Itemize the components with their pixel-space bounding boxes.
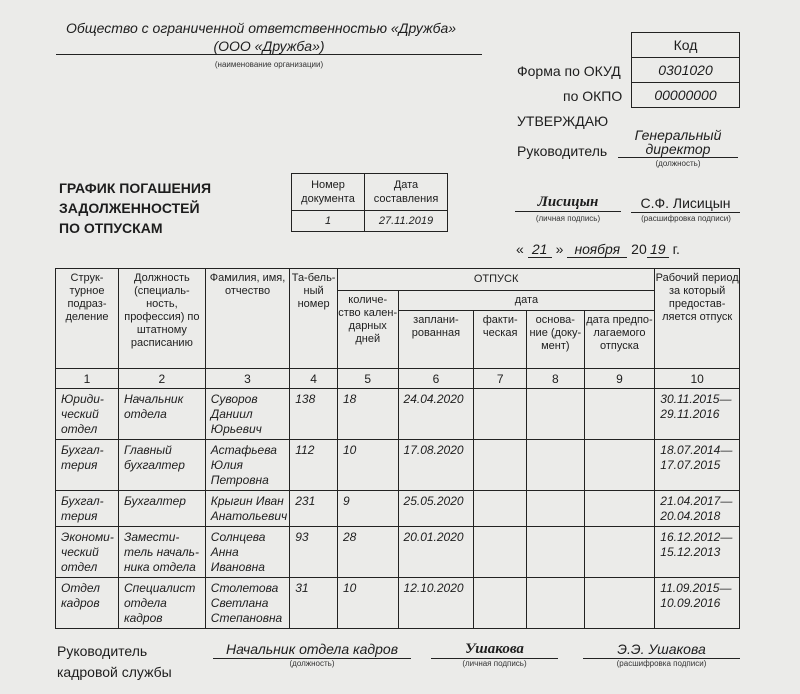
- organization-name: Общество с ограниченной ответственностью «Дружба»: [66, 20, 457, 36]
- cell-line: Солнцева: [210, 530, 266, 544]
- cell-expected: [584, 527, 655, 578]
- cell-tab: 138: [290, 389, 338, 440]
- cell-expected: [584, 578, 655, 629]
- cell-days: 18: [337, 389, 398, 440]
- cell-dept: [56, 491, 119, 527]
- col-number: 9: [584, 369, 655, 389]
- header-tab-number: Та-бель-ный номер: [290, 269, 338, 369]
- cell-expected: [584, 389, 655, 440]
- approve-label: УТВЕРЖДАЮ: [517, 113, 609, 129]
- cell-basis: [527, 440, 585, 491]
- cell-line: тель началь-: [123, 545, 199, 559]
- code-header-cell: [631, 32, 740, 58]
- cell-line: ческий: [61, 407, 99, 421]
- cell-actual: [474, 578, 527, 629]
- cell-line: отдел: [61, 422, 98, 436]
- title-line-1: ГРАФИК ПОГАШЕНИЯ: [59, 180, 212, 196]
- cell-days: 9: [337, 491, 398, 527]
- head-position-line2-text: директор: [645, 141, 711, 157]
- cell-period: [655, 440, 740, 491]
- cell-planned: 20.01.2020: [398, 527, 474, 578]
- col-number: 5: [337, 369, 398, 389]
- cell-line: Петровна: [210, 473, 269, 487]
- cell-line: 15.12.2013: [660, 545, 721, 559]
- cell-period: [655, 527, 740, 578]
- cell-period: [655, 578, 740, 629]
- head-name: [631, 195, 740, 213]
- cell-position: [118, 527, 205, 578]
- footer-label-line-2: кадровой службы: [57, 664, 172, 680]
- col-number: 2: [118, 369, 205, 389]
- header-vacation: ОТПУСК: [337, 269, 654, 291]
- cell-dept: [56, 389, 119, 440]
- cell-position: [118, 491, 205, 527]
- cell-basis: [527, 491, 585, 527]
- cell-period: [655, 491, 740, 527]
- cell-name: [205, 389, 289, 440]
- cell-tab: 231: [290, 491, 338, 527]
- cell-line: Ивановна: [210, 560, 265, 574]
- organization-caption: (наименование организации): [214, 60, 324, 69]
- title-line-2: ЗАДОЛЖЕННОСТЕЙ: [59, 200, 200, 216]
- cell-line: Бухгал-: [61, 494, 104, 508]
- footer-position-caption: (должность): [289, 659, 335, 668]
- head-name-caption: (расшифровка подписи): [641, 214, 731, 223]
- footer-label-line-1: Руководитель: [57, 643, 148, 659]
- cell-planned: 17.08.2020: [398, 440, 474, 491]
- cell-dept: [56, 578, 119, 629]
- cell-line: Степановна: [210, 611, 283, 625]
- cell-line: Анна: [210, 545, 239, 559]
- cell-actual: [474, 527, 527, 578]
- cell-basis: [527, 527, 585, 578]
- head-name-text: С.Ф. Лисицын: [640, 195, 731, 211]
- cell-line: Бухгалтер: [123, 494, 186, 508]
- cell-actual: [474, 389, 527, 440]
- cell-line: Замести-: [123, 530, 180, 544]
- cell-line: 20.04.2018: [660, 509, 721, 523]
- cell-line: Анатольевич: [210, 509, 288, 523]
- cell-line: 30.11.2015—: [660, 392, 732, 406]
- header-dept: Струк-турное подраз-деление: [56, 269, 119, 369]
- cell-name: [205, 440, 289, 491]
- footer-signature-caption: (личная подпись): [462, 659, 527, 668]
- cell-line: Юрьевич: [210, 422, 262, 436]
- col-number: 7: [474, 369, 527, 389]
- organization-short-name-text: (ООО «Дружба»): [213, 38, 325, 54]
- date-month: ноября: [567, 241, 627, 258]
- okpo-value: 00000000: [654, 87, 717, 103]
- cell-line: Крыгин Иван: [210, 494, 284, 508]
- organization-short-name: [56, 38, 482, 55]
- cell-position: [118, 440, 205, 491]
- cell-planned: 25.05.2020: [398, 491, 474, 527]
- cell-line: кадров: [61, 596, 100, 610]
- col-number: 8: [527, 369, 585, 389]
- cell-line: Суворов: [210, 392, 258, 406]
- cell-dept: [56, 440, 119, 491]
- cell-line: Столетова: [210, 581, 279, 595]
- cell-basis: [527, 578, 585, 629]
- okpo-value-cell: [631, 82, 740, 108]
- cell-line: Юлия: [210, 458, 243, 472]
- document-title: [59, 178, 211, 238]
- cell-line: ника отдела: [123, 560, 196, 574]
- cell-period: [655, 389, 740, 440]
- head-signature-text: Лисицын: [537, 194, 599, 210]
- code-header: Код: [673, 37, 698, 53]
- doc-info-table: [291, 173, 448, 232]
- footer-name-text: Э.Э. Ушакова: [617, 641, 706, 657]
- cell-tab: 93: [290, 527, 338, 578]
- footer-signature: [431, 640, 558, 659]
- date-close-quote: »: [555, 241, 564, 257]
- cell-line: 11.09.2015—: [660, 581, 732, 595]
- col-number: 10: [655, 369, 740, 389]
- header-expected: дата предпо-лагаемого отпуска: [584, 311, 655, 369]
- cell-line: 18.07.2014—: [660, 443, 733, 457]
- date-year-prefix: 20: [631, 241, 647, 257]
- footer-label: [57, 641, 172, 683]
- cell-line: отдела: [123, 407, 167, 421]
- doc-date: 27.11.2019: [365, 211, 448, 232]
- table-body: [56, 389, 740, 629]
- cell-actual: [474, 491, 527, 527]
- cell-days: 28: [337, 527, 398, 578]
- cell-planned: 12.10.2020: [398, 578, 474, 629]
- cell-dept: [56, 527, 119, 578]
- cell-line: Бухгал-: [61, 443, 104, 457]
- cell-line: Даниил: [210, 407, 253, 421]
- cell-line: ческий: [61, 545, 99, 559]
- cell-line: терия: [61, 509, 98, 523]
- footer-name-caption: (расшифровка подписи): [616, 659, 707, 668]
- table-row: [56, 578, 740, 629]
- cell-line: Отдел: [61, 581, 100, 595]
- cell-planned: 24.04.2020: [398, 389, 474, 440]
- cell-name: [205, 527, 289, 578]
- table-row: [56, 527, 740, 578]
- cell-basis: [527, 389, 585, 440]
- col-number: 4: [290, 369, 338, 389]
- table-row: [56, 440, 740, 491]
- footer-position: [213, 641, 411, 659]
- header-planned: заплани-рованная: [398, 311, 474, 369]
- cell-expected: [584, 491, 655, 527]
- cell-name: [205, 491, 289, 527]
- date-year: 19: [647, 241, 669, 258]
- cell-days: 10: [337, 578, 398, 629]
- cell-position: [118, 578, 205, 629]
- cell-line: Начальник: [123, 392, 184, 406]
- date-year-suffix: г.: [672, 241, 680, 257]
- approval-date: [516, 241, 680, 258]
- cell-line: отдел: [61, 560, 98, 574]
- okud-value: 0301020: [658, 62, 713, 78]
- footer-position-text: Начальник отдела кадров: [225, 641, 399, 657]
- cell-tab: 31: [290, 578, 338, 629]
- cell-line: бухгалтер: [123, 458, 185, 472]
- vacation-schedule-table: [55, 268, 740, 629]
- head-position-line2: [618, 142, 738, 158]
- col-number: 6: [398, 369, 474, 389]
- header-date: дата: [398, 291, 655, 311]
- cell-name: [205, 578, 289, 629]
- col-number: 1: [56, 369, 119, 389]
- head-position-caption: (должность): [655, 159, 701, 168]
- title-line-3: ПО ОТПУСКАМ: [59, 220, 163, 236]
- okud-value-cell: [631, 57, 740, 83]
- col-number: 3: [205, 369, 289, 389]
- cell-line: Юриди-: [61, 392, 104, 406]
- date-open-quote: «: [516, 241, 524, 257]
- cell-actual: [474, 440, 527, 491]
- cell-line: 17.07.2015: [660, 458, 721, 472]
- header-basis: основа-ние (доку-мент): [527, 311, 585, 369]
- cell-tab: 112: [290, 440, 338, 491]
- cell-position: [118, 389, 205, 440]
- okud-label: Форма по ОКУД: [517, 63, 621, 79]
- cell-line: Экономи-: [61, 530, 114, 544]
- head-signature: [515, 193, 621, 212]
- cell-line: отдела: [123, 596, 167, 610]
- column-numbers-row: [56, 369, 740, 389]
- cell-line: Светлана: [210, 596, 269, 610]
- cell-days: 10: [337, 440, 398, 491]
- head-position-line1: Генеральный: [634, 127, 722, 143]
- footer-name: [583, 641, 740, 659]
- cell-line: терия: [61, 458, 98, 472]
- cell-line: Специалист: [123, 581, 196, 595]
- cell-line: 10.09.2016: [660, 596, 721, 610]
- head-signature-caption: (личная подпись): [535, 214, 601, 223]
- cell-line: Главный: [123, 443, 172, 457]
- cell-line: 29.11.2016: [660, 407, 720, 421]
- header-days: количе-ство кален-дарных дней: [337, 291, 398, 369]
- footer-signature-text: Ушакова: [465, 641, 524, 657]
- header-actual: факти-ческая: [474, 311, 527, 369]
- doc-number-header: Номер документа: [292, 174, 365, 211]
- doc-date-header: Дата составления: [365, 174, 448, 211]
- table-row: [56, 491, 740, 527]
- cell-line: Астафьева: [210, 443, 277, 457]
- cell-line: кадров: [123, 611, 163, 625]
- date-day: 21: [528, 241, 552, 258]
- doc-number: 1: [292, 211, 365, 232]
- header-period: Рабочий период за который предостав-ляется отпуск: [655, 269, 740, 369]
- cell-line: 16.12.2012—: [660, 530, 733, 544]
- cell-expected: [584, 440, 655, 491]
- okpo-label: по ОКПО: [563, 88, 623, 104]
- head-label: Руководитель: [517, 143, 608, 159]
- header-name: Фамилия, имя, отчество: [205, 269, 289, 369]
- header-position: Должность (специаль-ность, профессия) по штатному расписанию: [118, 269, 205, 369]
- table-row: [56, 389, 740, 440]
- cell-line: 21.04.2017—: [660, 494, 733, 508]
